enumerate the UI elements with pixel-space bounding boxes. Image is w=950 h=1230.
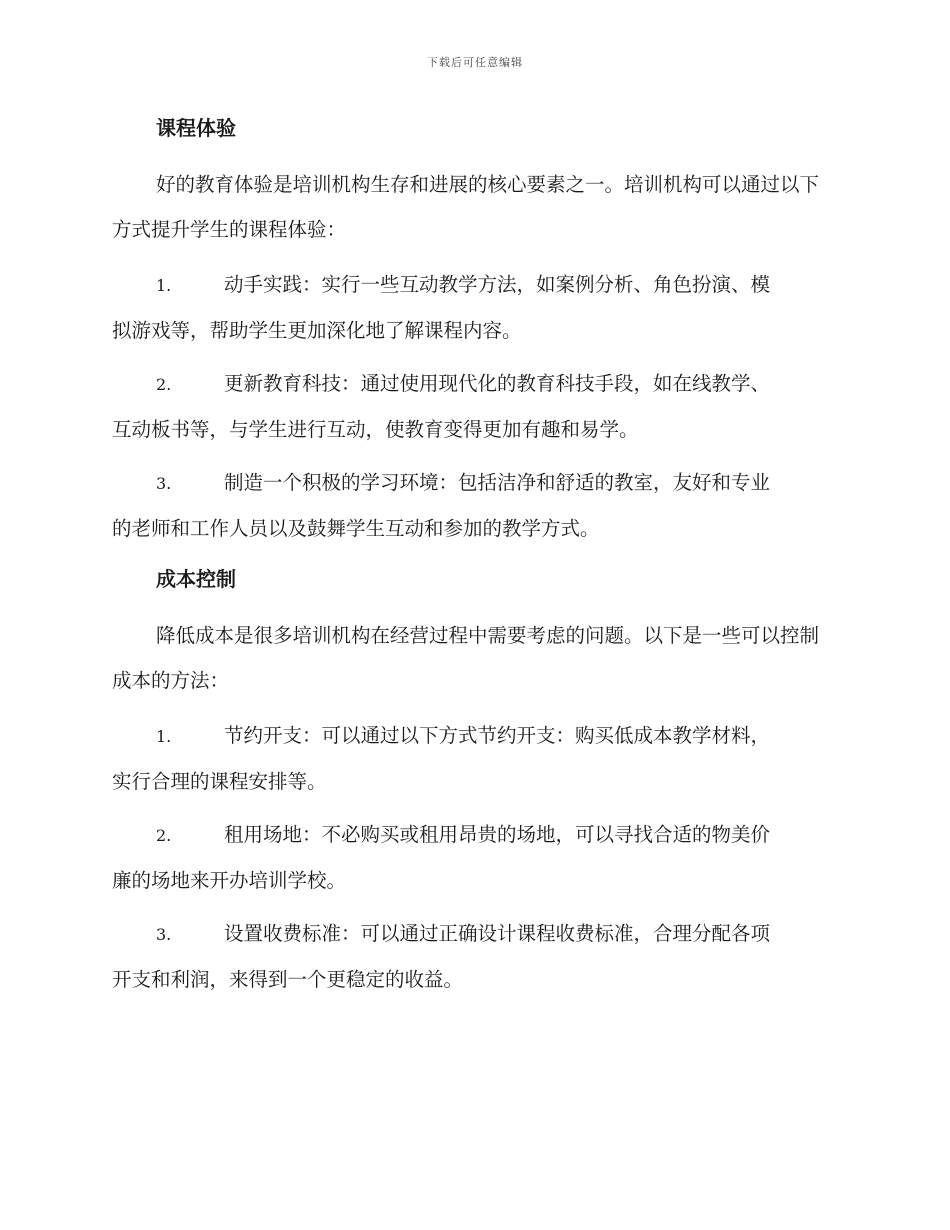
list-item-text-continued: 开支和利润，来得到一个更稳定的收益。 [112,968,464,991]
list-item-text-continued: 的老师和工作人员以及鼓舞学生互动和参加的教学方式。 [112,517,600,540]
list-item-number: 1. [156,276,172,295]
list-item-text: 动手实践：实行一些互动教学方法，如案例分析、角色扮演、模 [224,273,771,296]
list-item-text-continued: 拟游戏等，帮助学生更加深化地了解课程内容。 [112,319,522,342]
section-course-experience [112,108,834,551]
document-body [112,108,834,1010]
list-item-text-continued: 实行合理的课程安排等。 [112,770,327,793]
list-item-number: 3. [156,925,172,944]
list-item-number: 2. [156,826,172,845]
list-item-text: 更新教育科技：通过使用现代化的教育科技手段，如在线教学、 [224,372,771,395]
section-cost-control [112,559,834,1002]
list-item [112,713,834,804]
list-item-text: 租用场地：不必购买或租用昂贵的场地，可以寻找合适的物美价 [224,823,771,846]
list-item-text: 设置收费标准：可以通过正确设计课程收费标准，合理分配各项 [224,922,771,945]
list-item-number: 2. [156,375,172,394]
list-item-text-continued: 廉的场地来开办培训学校。 [112,869,347,892]
header-note: 下载后可任意编辑 [427,56,523,69]
section-heading: 成本控制 [156,567,236,591]
list-item [112,911,834,1002]
section-heading: 课程体验 [156,116,236,140]
list-item [112,812,834,903]
list-item-text: 节约开支：可以通过以下方式节约开支：购买低成本教学材料， [224,724,771,747]
list-item [112,361,834,452]
list-item [112,460,834,551]
list-item-text: 制造一个积极的学习环境：包括洁净和舒适的教室，友好和专业 [224,471,771,494]
section-intro: 好的教育体验是培训机构生存和进展的核心要素之一。培训机构可以通过以下方式提升学生的课程体验： [112,173,820,241]
section-intro: 降低成本是很多培训机构在经营过程中需要考虑的问题。以下是一些可以控制成本的方法： [112,624,820,692]
list-item-number: 3. [156,474,172,493]
list-item-text-continued: 互动板书等，与学生进行互动，使教育变得更加有趣和易学。 [112,418,639,441]
list-item [112,262,834,353]
list-item-number: 1. [156,727,172,746]
